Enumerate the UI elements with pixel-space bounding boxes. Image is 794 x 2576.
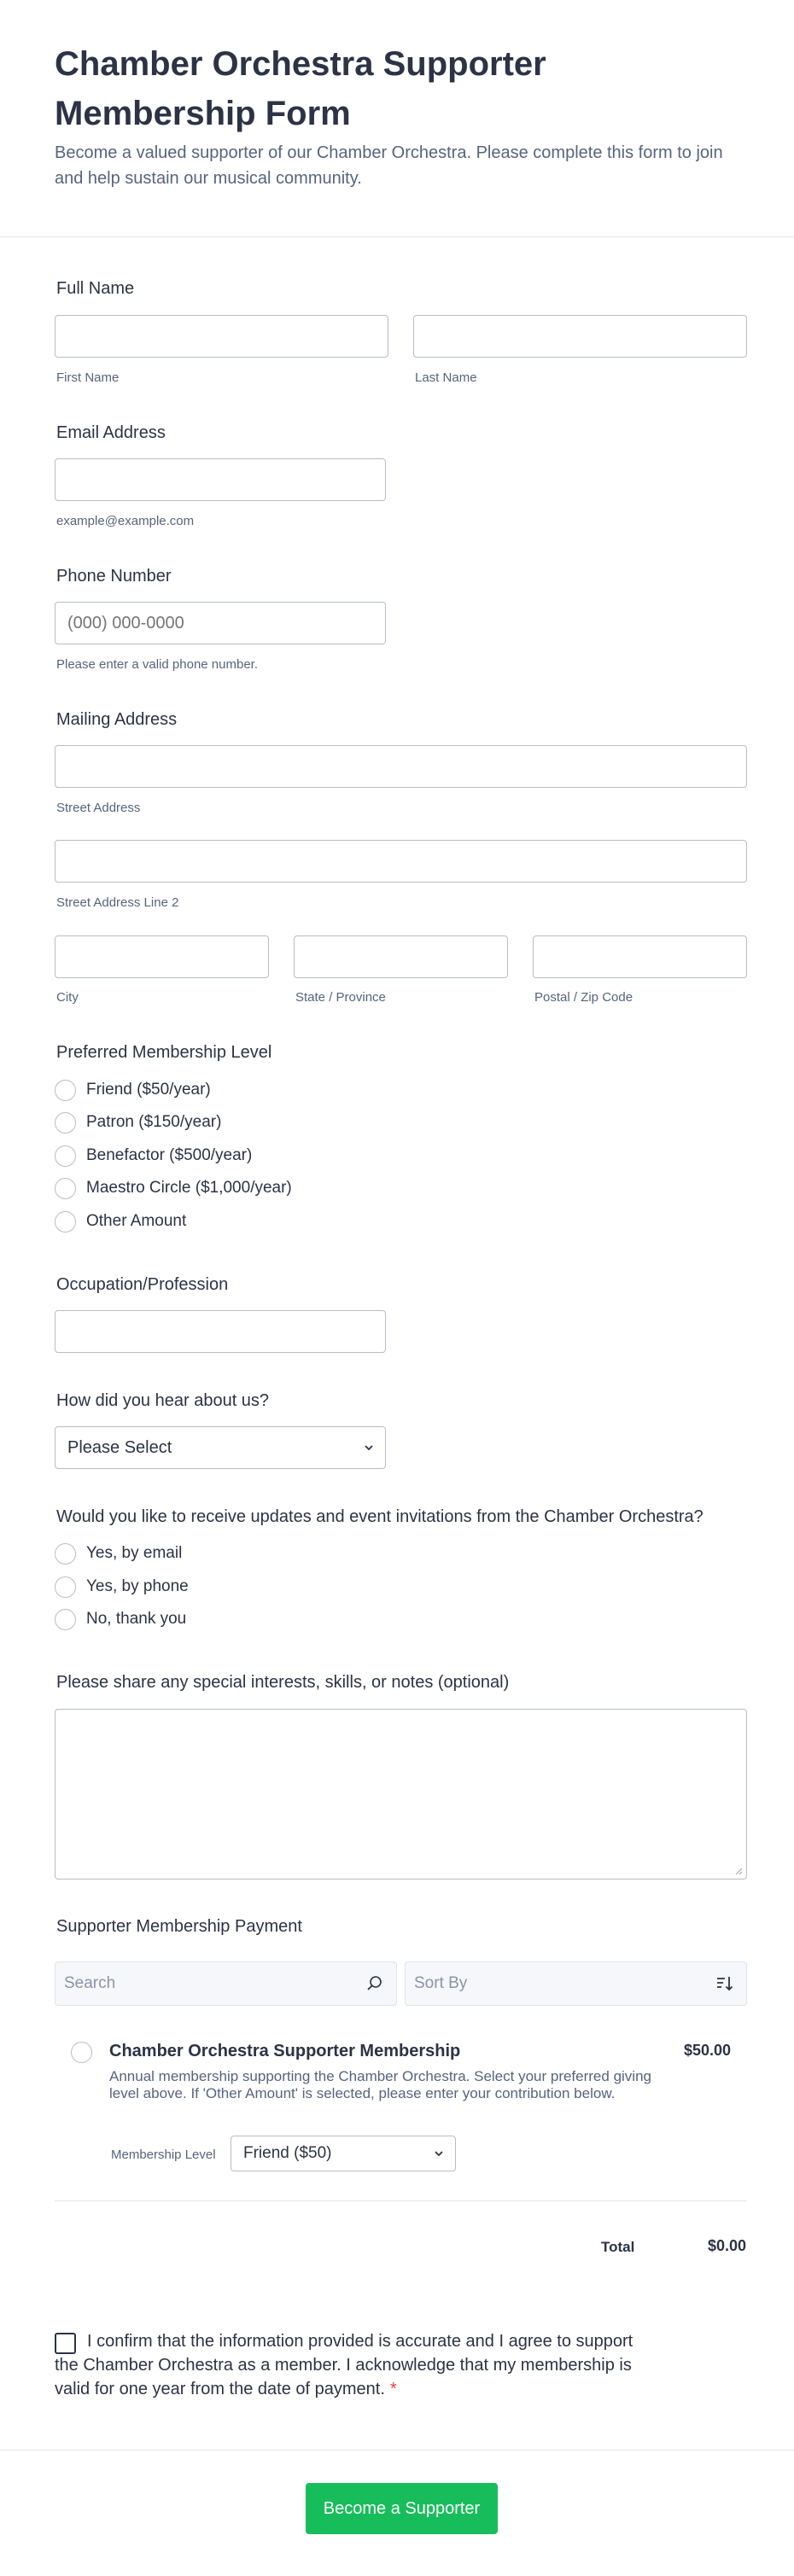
first-name-sublabel: First Name	[56, 370, 120, 385]
chevron-down-icon	[433, 2148, 445, 2159]
payment-divider	[55, 2200, 747, 2201]
form-subtitle: Become a valued supporter of our Chamber Orchestra. Please complete this form to join and help sustain our musical community.	[55, 143, 723, 188]
street-address-sublabel: Street Address	[56, 801, 141, 815]
search-placeholder: Search	[64, 1974, 116, 1992]
occupation-label: Occupation/Profession	[56, 1275, 229, 1294]
membership-option-patron[interactable]	[55, 1110, 221, 1134]
last-name-input[interactable]	[413, 315, 747, 358]
referral-label: How did you hear about us?	[56, 1391, 270, 1410]
radio-button[interactable]	[55, 1609, 76, 1630]
product-select-radio[interactable]	[71, 2042, 92, 2063]
phone-sublabel: Please enter a valid phone number.	[56, 657, 258, 672]
street-address-line2-input[interactable]	[55, 840, 747, 883]
product-search-input[interactable]	[55, 1961, 397, 2006]
phone-input[interactable]	[55, 602, 386, 644]
email-input[interactable]	[55, 458, 386, 501]
radio-button[interactable]	[55, 1543, 76, 1565]
chevron-down-icon	[363, 1442, 375, 1454]
radio-button[interactable]	[55, 1145, 76, 1167]
confirm-text-block	[55, 2329, 644, 2401]
address-label: Mailing Address	[56, 710, 178, 729]
first-name-input[interactable]	[55, 315, 388, 358]
email-label: Email Address	[56, 423, 166, 442]
sort-by-select[interactable]	[405, 1961, 747, 2006]
membership-option-benefactor[interactable]	[55, 1144, 252, 1168]
radio-button[interactable]	[55, 1211, 76, 1233]
street-address-input[interactable]	[55, 745, 747, 788]
membership-level-option-value: Friend ($50)	[243, 2144, 332, 2162]
referral-selected-value: Please Select	[67, 1438, 172, 1457]
membership-level-option-select[interactable]	[231, 2136, 456, 2171]
notes-label: Please share any special interests, skills, or notes (optional)	[56, 1673, 510, 1692]
street-address-line2-sublabel: Street Address Line 2	[56, 895, 179, 910]
total-label: Total	[601, 2239, 635, 2255]
confirm-text: I confirm that the information provided is accurate and I agree to support the Chamber Orchestra as a member. I acknowledge that my membership is valid for one year from the date of payment.	[55, 2332, 633, 2398]
form-title: Chamber Orchestra Supporter Membership Form	[55, 45, 546, 132]
total-value: $0.00	[707, 2237, 746, 2254]
phone-label: Phone Number	[56, 567, 172, 586]
product-description: Annual membership supporting the Chamber Orchestra. Select your preferred giving level above. If 'Other Amount' is selected, please enter your contribution below.	[109, 2068, 651, 2101]
membership-level-option-label: Membership Level	[111, 2148, 216, 2162]
full-name-label: Full Name	[56, 279, 135, 298]
radio-button[interactable]	[55, 1112, 76, 1134]
radio-button[interactable]	[55, 1576, 76, 1598]
radio-button[interactable]	[55, 1178, 76, 1199]
membership-level-label: Preferred Membership Level	[56, 1043, 272, 1062]
updates-option-phone[interactable]	[55, 1575, 189, 1599]
radio-option-label: Other Amount	[86, 1212, 187, 1230]
submit-button[interactable]: Become a Supporter	[306, 2483, 498, 2534]
city-input[interactable]	[55, 935, 269, 978]
sort-placeholder: Sort By	[414, 1974, 468, 1992]
search-icon[interactable]	[365, 1974, 384, 1993]
zip-sublabel: Postal / Zip Code	[534, 990, 633, 1005]
resize-grip-icon[interactable]	[734, 1867, 743, 1875]
radio-option-label: Friend ($50/year)	[86, 1081, 211, 1099]
membership-option-maestro[interactable]	[55, 1176, 292, 1200]
payment-label: Supporter Membership Payment	[56, 1917, 302, 1936]
occupation-input[interactable]	[55, 1310, 386, 1353]
radio-option-label: Yes, by phone	[86, 1577, 189, 1595]
zip-input[interactable]	[533, 935, 747, 978]
notes-textarea[interactable]	[55, 1709, 747, 1880]
updates-label: Would you like to receive updates and event invitations from the Chamber Orchestra?	[56, 1507, 704, 1526]
radio-button[interactable]	[55, 1080, 76, 1101]
radio-option-label: Patron ($150/year)	[86, 1113, 222, 1131]
membership-option-friend[interactable]	[55, 1078, 211, 1102]
updates-option-none[interactable]	[55, 1607, 186, 1631]
updates-option-email[interactable]	[55, 1542, 182, 1565]
membership-option-other[interactable]	[55, 1209, 186, 1233]
radio-option-label: Benefactor ($500/year)	[86, 1146, 253, 1164]
radio-option-label: No, thank you	[86, 1610, 187, 1628]
referral-select[interactable]	[55, 1426, 386, 1469]
state-input[interactable]	[294, 935, 508, 978]
state-sublabel: State / Province	[295, 990, 386, 1005]
product-title: Chamber Orchestra Supporter Membership	[109, 2042, 461, 2060]
product-price: $50.00	[683, 2042, 731, 2059]
last-name-sublabel: Last Name	[415, 370, 477, 385]
form-header	[0, 0, 794, 237]
city-sublabel: City	[56, 990, 79, 1005]
sort-icon[interactable]	[715, 1974, 734, 1993]
footer-divider	[0, 2450, 794, 2451]
required-mark: *	[389, 2380, 397, 2398]
radio-option-label: Yes, by email	[86, 1544, 183, 1562]
radio-option-label: Maestro Circle ($1,000/year)	[86, 1179, 292, 1197]
email-sublabel: example@example.com	[56, 514, 195, 528]
